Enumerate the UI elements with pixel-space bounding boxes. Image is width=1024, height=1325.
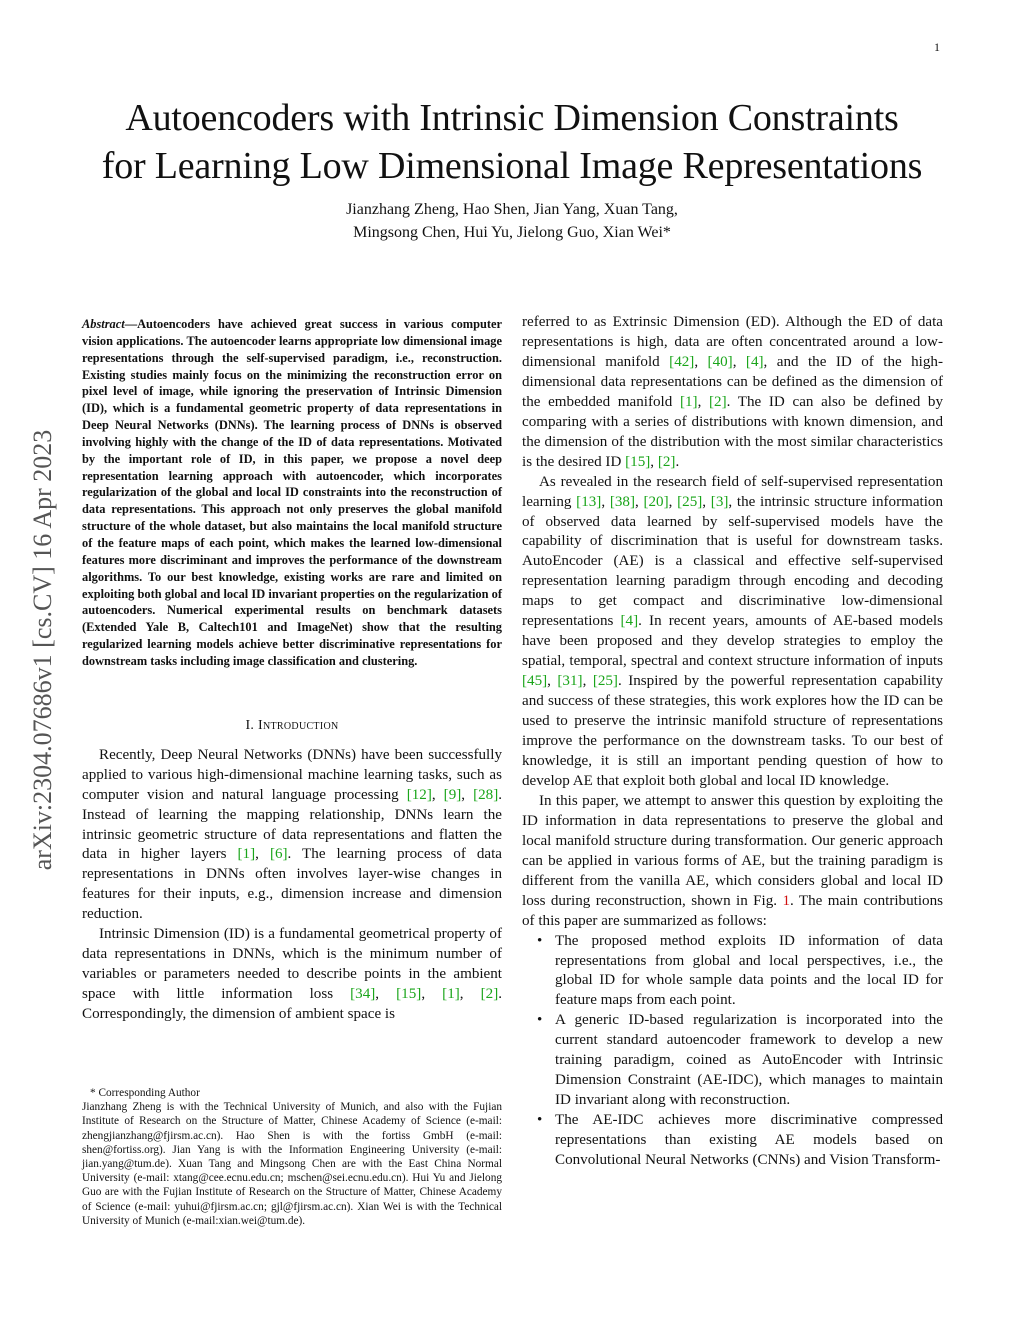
citation-link[interactable]: [2] <box>480 986 499 1003</box>
citation-link[interactable]: [38] <box>609 493 635 510</box>
paper-title-line-1: Autoencoders with Intrinsic Dimension Constraints <box>125 97 899 139</box>
author-line-1: Jianzhang Zheng, Hao Shen, Jian Yang, Xuan Tang, <box>346 201 678 218</box>
section-title-rest: ntroduction <box>263 717 339 733</box>
intro-paragraph-1: Recently, Deep Neural Networks (DNNs) have been successfully applied to various high-dimensional machine learning tasks, such as computer vision and natural language processing [12], [9], [28]. Instead of learning the mapping relationship, DNNs learn the intrinsic geometric structure of data representations and flatten the data in higher layers [1], [6]. The learning process of data representations in DNNs often involves layer-wise changes in features for their inputs, e.g., dimension increase and dimension reduction. <box>82 746 503 923</box>
section-number: I. <box>245 717 255 733</box>
citation-link[interactable]: [31] <box>557 673 583 690</box>
list-item: • A generic ID-based regularization is incorporated into the current standard autoencoder framework to develop a new training paradigm, coined as AutoEncoder with Intrinsic Dimension Constraint (AE-IDC), which manages to maintain ID invariant along with reconstruction. <box>537 1012 943 1109</box>
author-list <box>0 198 1024 244</box>
body-paragraph-this-paper: In this paper, we attempt to answer this question by exploiting the ID information in data representations to preserve the global and local manifold structure during transformation. Our generic approach can be applied in various forms of AE, but the training paradigm is different from the vanilla AE, which considers global and local ID loss during reconstruction, shown in Fig. 1. The main contributions of this paper are summarized as follows: <box>522 792 943 929</box>
section-heading-introduction <box>82 718 502 734</box>
citation-link[interactable]: [4] <box>745 353 764 370</box>
citation-link[interactable]: [1] <box>237 846 256 863</box>
citation-link[interactable]: [9] <box>443 786 462 803</box>
citation-link[interactable]: [15] <box>396 986 422 1003</box>
list-item: • The proposed method exploits ID information of data representations from global and local perspectives, i.e., the global ID for whole sample data points and the local ID for feature maps from each point. <box>537 932 943 1009</box>
body-paragraph-continued: referred to as Extrinsic Dimension (ED). Although the ED of data representations is high, data are often concentrated around a low-dimensional manifold [42], [40], [4], and the ID of the high-dimensional data representations can be defined as the dimension of the embedded manifold [1], [2]. The ID can also be defined by comparing with a series of distributions with known dimension, and the dimension of the distribution with the most similar characteristics is the desired ID [15], [2]. <box>522 314 944 470</box>
contributions-list <box>522 932 943 1171</box>
abstract-lead: Abstract <box>82 317 125 331</box>
page-number: 1 <box>934 40 940 54</box>
intro-paragraph-2: Intrinsic Dimension (ID) is a fundamental geometrical property of data representations in DNNs, which is the minimum number of variables or parameters needed to describe points in the ambient space with little information loss [34], [15], [1], [2]. Correspondingly, the dimension of ambient space is <box>82 926 503 1023</box>
citation-link[interactable]: [34] <box>350 986 376 1003</box>
left-column <box>82 316 502 1025</box>
citation-link[interactable]: [40] <box>707 353 733 370</box>
citation-link[interactable]: [45] <box>522 673 548 690</box>
bullet-icon: • <box>537 932 543 949</box>
citation-link[interactable]: [42] <box>669 353 695 370</box>
bullet-icon: • <box>537 1112 543 1129</box>
abstract <box>82 316 502 670</box>
citation-link[interactable]: [4] <box>620 613 639 630</box>
right-column <box>522 313 943 1171</box>
citation-link[interactable]: [25] <box>677 493 703 510</box>
citation-link[interactable]: [12] <box>406 786 432 803</box>
paper-title-line-2: for Learning Low Dimensional Image Representations <box>101 145 923 187</box>
section-title-initial: I <box>258 717 263 733</box>
author-line-2: Mingsong Chen, Hui Yu, Jielong Guo, Xian Wei* <box>353 224 671 241</box>
paper-title <box>0 94 1024 190</box>
footnote-affiliations: Jianzhang Zheng is with the Technical University of Munich, and also with the Fujian Institute of Research on the Structure of Matter, Chinese Academy of Science (e-mail: zhengjianzhang@fjirsm.ac.cn). Hao Shen is with the fortiss GmbH (e-mail: shen@fortiss.org). Jian Yang is with the Information Engineering University (e-mail: jian.yang@tum.de). Xuan Tang and Mingsong Chen are with the East China Normal University (e-mail: xtang@cee.ecnu.edu.cn; mschen@sei.ecnu.edu.cn). Hui Yu and Jielong Guo are with the Fujian Institute of Research on the Structure of Matter, Chinese Academy of Science (e-mail: yuhui@fjirsm.ac.cn; gjl@fjirsm.ac.cn). Xian Wei is with the Technical University of Munich (e-mail:xian.wei@tum.de). <box>82 1101 502 1227</box>
bullet-icon: • <box>537 1012 543 1029</box>
citation-link[interactable]: [3] <box>710 493 729 510</box>
citation-link[interactable]: [20] <box>643 493 669 510</box>
citation-link[interactable]: [15] <box>625 453 651 470</box>
body-paragraph-self-supervised: As revealed in the research field of self-supervised representation learning [13], [38], [20], [25], [3], the intrinsic structure information of observed data learned by self-supervised models have the capability of discrimination that is useful for downstream tasks. AutoEncoder (AE) is a classical and effective self-supervised representation learning paradigm through encoding and decoding maps to get compact and discriminative low-dimensional representations [4]. In recent years, amounts of AE-based models have been proposed and they develop strategies to employ the spatial, temporal, spectral and context structure information of inputs [45], [31], [25]. Inspired by the powerful representation capability and success of these strategies, this work explores how the ID can be used to preserve the intrinsic manifold structure of representations improve the performance on the downstream tasks. To our best of knowledge, it is still an important pending question of how to develop AE that exploit both global and local ID knowledge. <box>522 473 944 789</box>
arxiv-side-stamp: arXiv:2304.07686v1 [cs.CV] 16 Apr 2023 <box>28 429 57 871</box>
citation-link[interactable]: [25] <box>592 673 618 690</box>
figure-reference-link[interactable]: 1 <box>782 892 790 909</box>
citation-link[interactable]: [28] <box>473 786 499 803</box>
footnote-corresponding-author: * Corresponding Author <box>90 1087 200 1099</box>
list-item: • The AE-IDC achieves more discriminative compressed representations than existing AE models based on Convolutional Neural Networks (CNNs) and Vision Transform- <box>537 1112 943 1169</box>
citation-link[interactable]: [1] <box>442 986 460 1003</box>
citation-link[interactable]: [13] <box>576 493 602 510</box>
citation-link[interactable]: [2] <box>657 453 676 470</box>
citation-link[interactable]: [2] <box>709 393 727 410</box>
abstract-text: —Autoencoders have achieved great success in various computer vision applications. The autoencoder learns appropriate low dimensional image representations through the self-supervised paradigm, i.e., reconstruction. Existing studies mainly focus on the minimizing the reconstruction error on pixel level of image, while ignoring the preservation of Intrinsic Dimension (ID), which is a fundamental geometric property of data representations in Deep Neural Networks (DNNs). The learning process of DNNs is observed involving highly with the change of the ID of data representations. Motivated by the important role of ID, in this paper, we propose a novel deep representation learning approach with autoencoder, which incorporates regularization of the global and local ID constraints into the reconstruction of data representations. This approach not only preserves the global manifold structure of the whole dataset, but also maintains the local manifold structure of the feature maps of each point, which makes the learned low-dimensional features more discriminant and improves the performance of the downstream algorithms. To our best knowledge, existing works are rare and limited on exploiting both global and local ID invariant properties on the regularization of autoencoders. Numerical experimental results on benchmark datasets (Extended Yale B, Caltech101 and ImageNet) show that the resulting regularized learning models achieve better discriminative representations for downstream tasks including image classification and clustering. <box>82 317 502 668</box>
footnote <box>82 1086 502 1228</box>
citation-link[interactable]: [6] <box>269 846 288 863</box>
citation-link[interactable]: [1] <box>679 393 698 410</box>
